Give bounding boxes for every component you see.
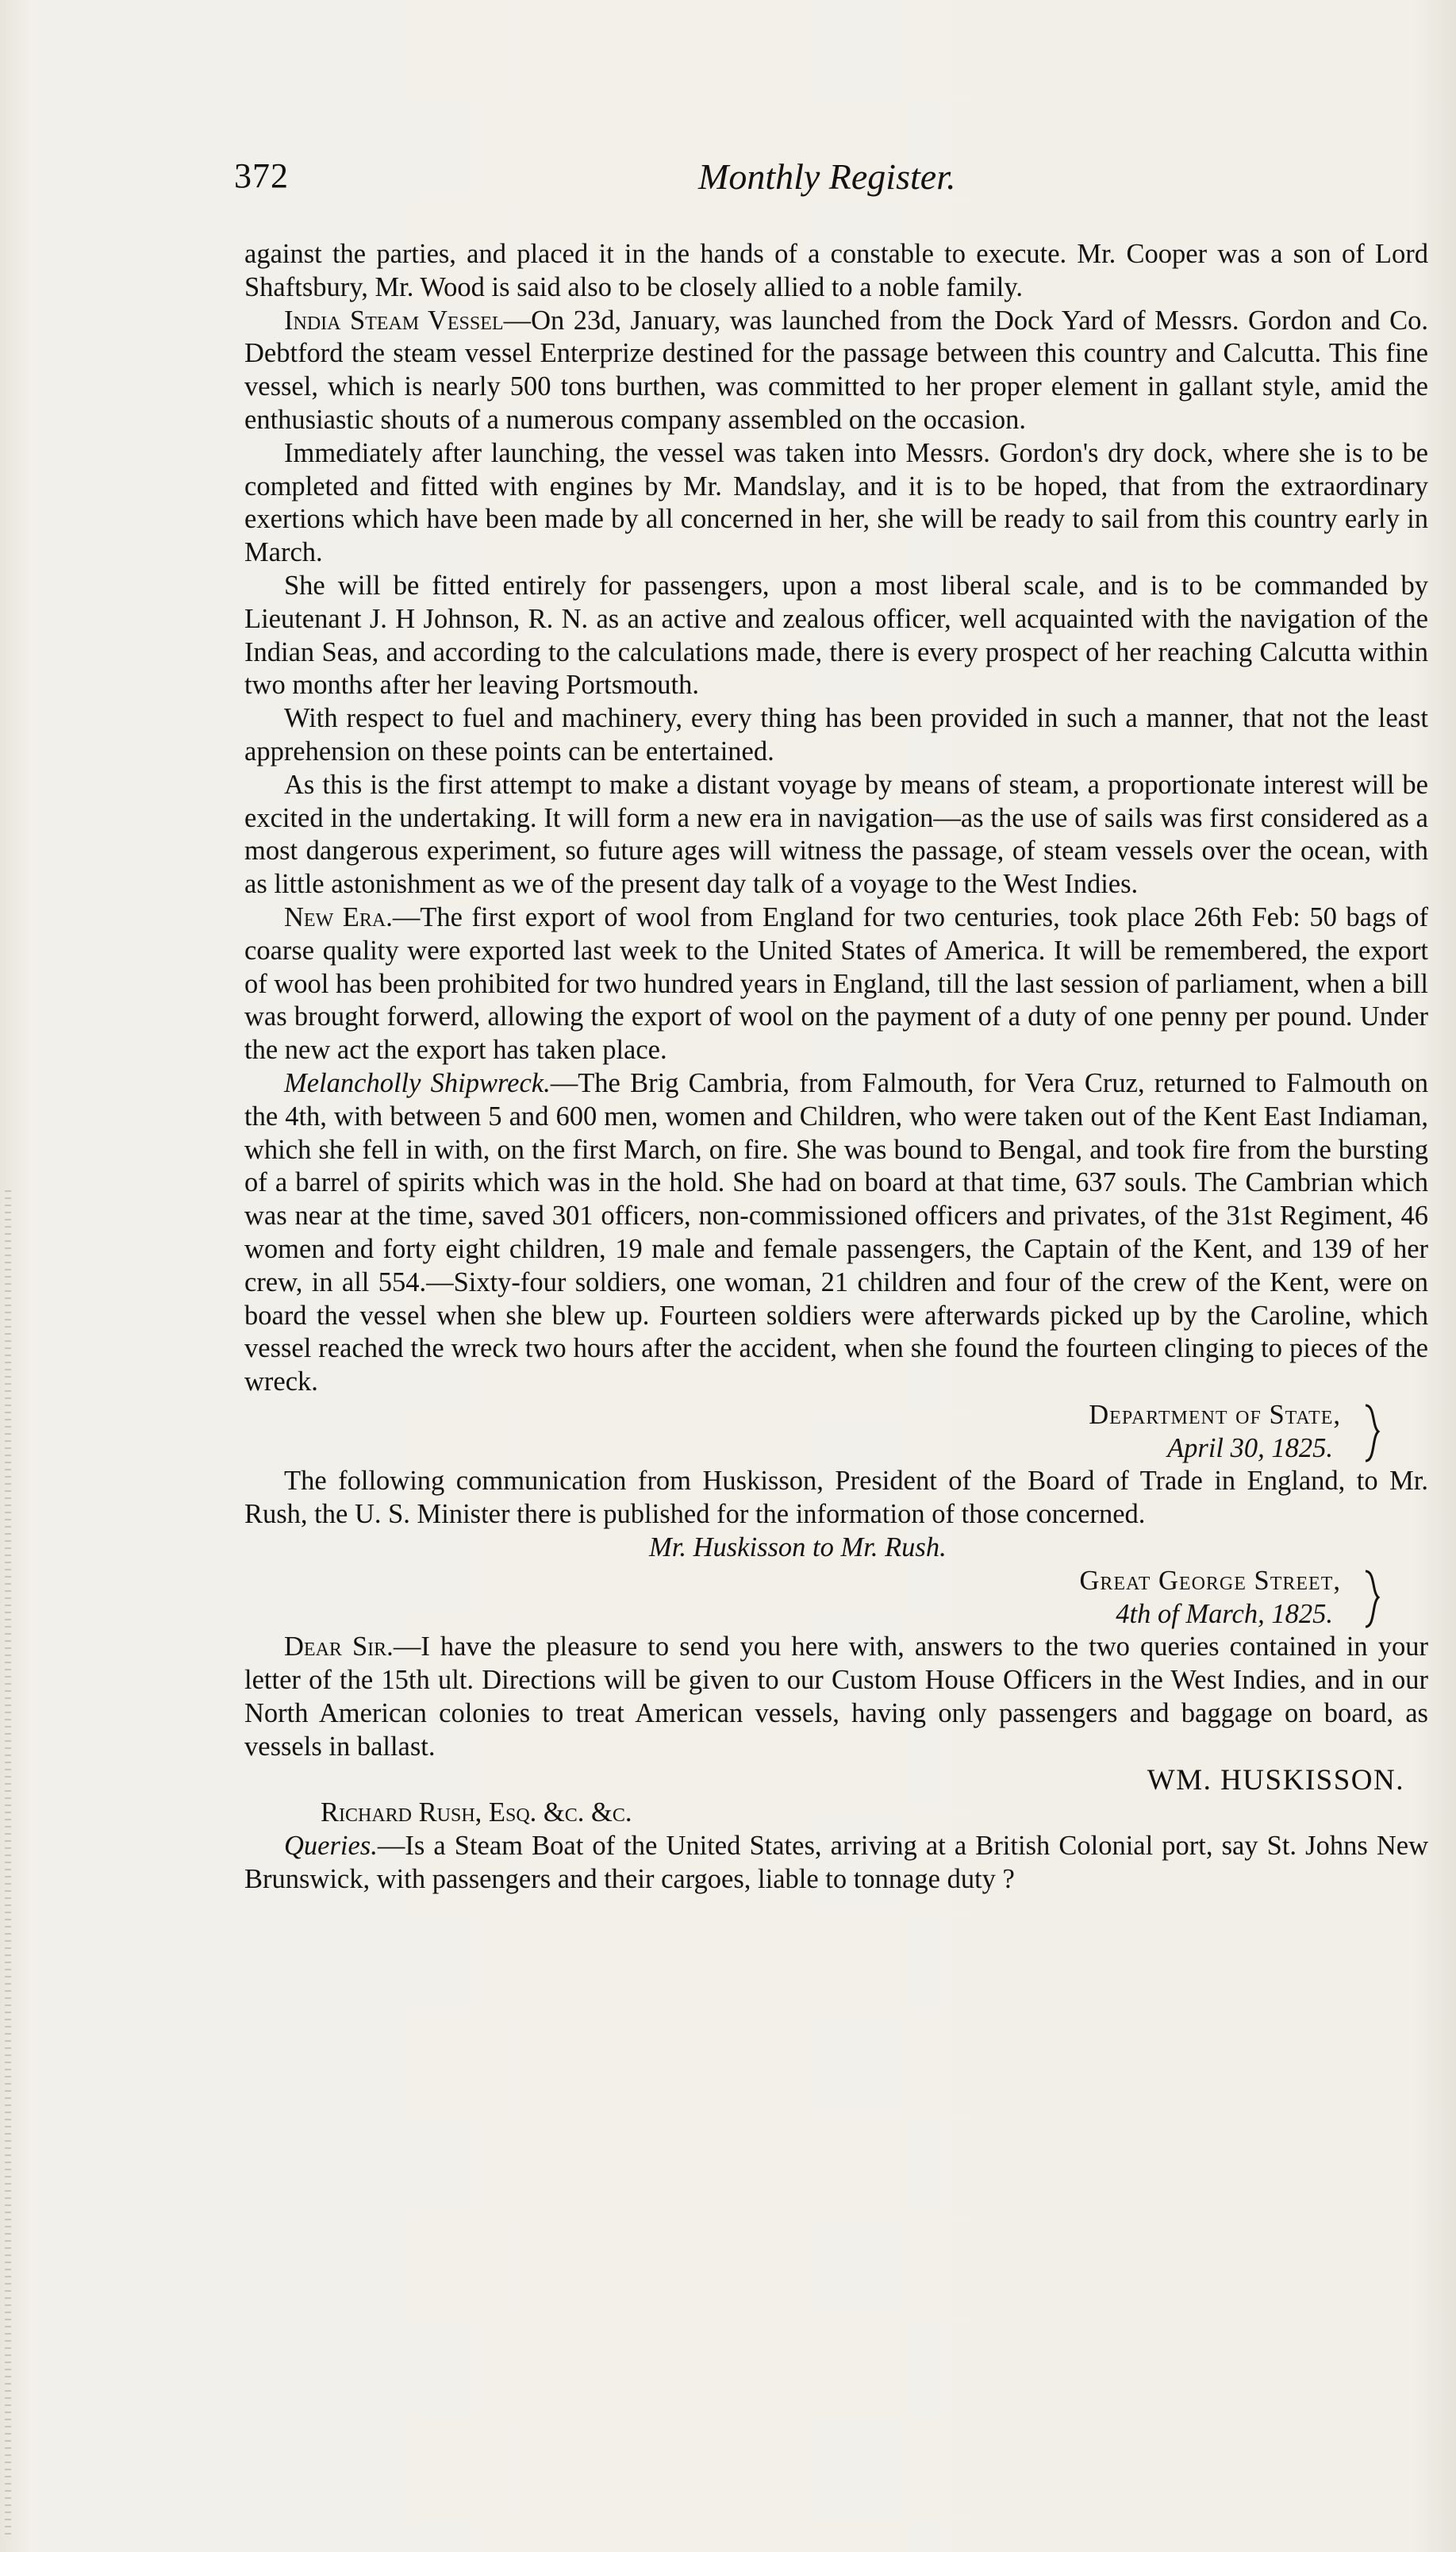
article-body	[244, 238, 1428, 1897]
paragraph	[244, 238, 1428, 305]
paragraph-text: Immediately after launching, the vessel was taken into Messrs. Gordon's dry dock, where she is to be completed and fitted with engines by Mr. Mandslay, and it is to be hoped, that from the extraordinary exertions which have been made by all concerned in her, she will be ready to sail from this country early in March.	[244, 437, 1428, 568]
running-title: Monthly Register.	[698, 156, 956, 197]
signature: WM. HUSKISSON.	[1147, 1763, 1404, 1797]
paragraph	[244, 769, 1428, 901]
page-header	[234, 156, 1424, 203]
dateline-date: 4th of March, 1825.	[1116, 1598, 1333, 1629]
scan-edge-shadow	[5, 1190, 11, 2539]
paragraph-text: —I have the pleasure to send you here with, answers to the two queries contained in your letter of the 15th ult. Directions will be given to our Custom House Officers in the West Indies, and in our North American colonies to treat American vessels, having only passengers and baggage on board, as vessels in ballast.	[244, 1632, 1428, 1762]
paragraph-india-steam-vessel	[244, 305, 1428, 437]
paragraph-text: With respect to fuel and machinery, every thing has been provided in such a manner, that not the least apprehension on these points can be entertained.	[244, 703, 1428, 767]
letter-title: Mr. Huskisson to Mr. Rush.	[649, 1532, 947, 1563]
dateline-date: April 30, 1825.	[1167, 1432, 1333, 1463]
brace-icon	[1361, 1402, 1385, 1464]
paragraph-new-era	[244, 901, 1428, 1067]
addressee: Richard Rush, Esq. &c. &c.	[321, 1797, 632, 1828]
paragraph	[244, 1465, 1428, 1532]
paragraph	[244, 570, 1428, 702]
paragraph-letter	[244, 1631, 1428, 1763]
paragraph-heading: Queries.	[284, 1831, 378, 1862]
paragraph-text: —The first export of wool from England for two centuries, took place 26th Feb: 50 bags of coarse quality were exported last week to the United States of America. It will be remembered, the export of wool has been prohibited for two hundred years in England, till the last session of parliament, when a bill was brought forwerd, allowing the export of wool on the payment of a duty of one penny per pound. Under the new act the export has taken place.	[244, 901, 1428, 1066]
paragraph-heading: Melancholly Shipwreck.	[284, 1067, 551, 1098]
paragraph-text: The following communication from Huskisson, President of the Board of Trade in England, to Mr. Rush, the U. S. Minister there is published for the information of those concerned.	[244, 1466, 1428, 1530]
paragraph-text: As this is the first attempt to make a distant voyage by means of steam, a proportionate interest will be excited in the undertaking. It will form a new era in navigation—as the use of sails was first considered as a most dangerous experiment, so future ages will witness the passage, of steam vessels over the ocean, with as little astonishment as we of the present day talk of a voyage to the West Indies.	[244, 769, 1428, 900]
paragraph-text: —On 23d, January, was launched from the Dock Yard of Messrs. Gordon and Co. Debtford the steam vessel Enterprize destined for the passage between this country and Calcutta. This fine vessel, which is nearly 500 tons burthen, was committed to her proper element in gallant style, amid the enthusiastic shouts of a numerous company assembled on the occasion.	[244, 305, 1428, 435]
paragraph	[244, 702, 1428, 769]
paragraph-queries	[244, 1830, 1428, 1897]
paragraph-text: —Is a Steam Boat of the United States, arriving at a British Colonial port, say St. Johns New Brunswick, with passengers and their cargoes, liable to tonnage duty ?	[244, 1831, 1428, 1895]
paragraph-heading: India Steam Vessel	[284, 305, 504, 336]
paragraph-text: —The Brig Cambria, from Falmouth, for Vera Cruz, returned to Falmouth on the 4th, with between 5 and 600 men, women and Children, who were taken out of the Kent East Indiaman, which she fell in with, on the first March, on fire. She was bound to Bengal, and took fire from the bursting of a barrel of spirits which was in the hold. She had on board at that time, 637 souls. The Cambrian which was near at the time, saved 301 officers, non-commissioned officers and privates, of the 31st Regiment, 46 women and forty eight children, 19 male and female passengers, the Captain of the Kent, and 139 of her crew, in all 554.—Sixty-four soldiers, one woman, 21 children and four of the crew of the Kent, were on board the vessel when she blew up. Fourteen soldiers were afterwards picked up by the Caroline, which vessel reached the wreck two hours after the accident, when she found the fourteen clinging to pieces of the wreck.	[244, 1067, 1428, 1397]
dateline-place: Great George Street,	[1079, 1565, 1341, 1596]
page-number: 372	[234, 156, 289, 195]
salutation: Dear Sir.	[284, 1632, 394, 1662]
paragraph-text: She will be fitted entirely for passengers, upon a most liberal scale, and is to be commanded by Lieutenant J. H Johnson, R. N. as an active and zealous officer, well acquainted with the navigation of the Indian Seas, and according to the calculations made, there is every prospect of her reaching Calcutta within two months after her leaving Portsmouth.	[244, 570, 1428, 701]
paragraph-text: against the parties, and placed it in the hands of a constable to execute. Mr. Cooper was a son of Lord Shaftsbury, Mr. Wood is said also to be closely allied to a noble family.	[244, 239, 1428, 302]
dateline-department-of-state	[244, 1399, 1428, 1466]
dateline-place: Department of State,	[1089, 1399, 1341, 1430]
dateline-great-george-street	[244, 1565, 1428, 1632]
paragraph-heading: New Era.	[284, 901, 393, 932]
brace-icon	[1361, 1568, 1385, 1630]
paragraph	[244, 437, 1428, 570]
paragraph-shipwreck	[244, 1067, 1428, 1399]
